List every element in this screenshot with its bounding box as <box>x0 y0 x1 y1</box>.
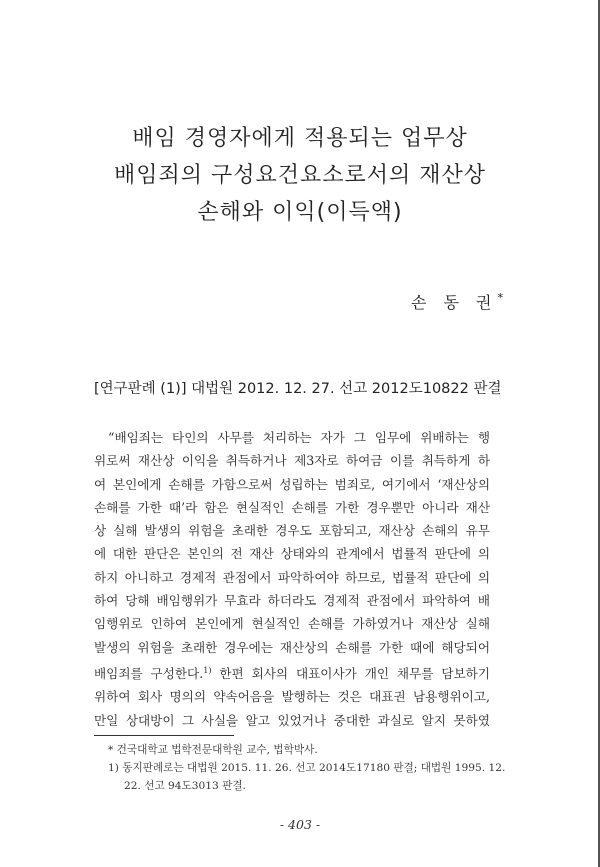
body-line: 만일 상대방이 그 사실을 알고 있었거나 중대한 과실로 알지 못하였 <box>94 712 490 728</box>
body-line: 상 실해 발생의 위험을 초래한 경우도 포함되고, 재산상 손해의 유무 <box>94 523 490 539</box>
page-number: - 403 - <box>279 817 321 832</box>
footnote-1-continued: 22. 선고 94도3013 판결. <box>124 780 246 792</box>
author-name: 손 동 권 <box>410 293 498 312</box>
case-reference: [연구판례 (1)] 대법원 2012. 12. 27. 선고 2012도10822 판결 <box>94 381 502 397</box>
body-line: 손해를 가한 때’라 함은 현실적인 손해를 가한 경우뿐만 아니라 재산 <box>94 499 490 515</box>
footnotes <box>94 741 506 795</box>
title-line-2: 배임죄의 구성요건요소로서의 재산상 <box>113 163 487 188</box>
body-paragraph <box>94 426 490 732</box>
body-line: “배임죄는 타인의 사무를 처리하는 자가 그 임무에 위배하는 행 <box>108 430 490 445</box>
footnote-ref-1[interactable]: 1) <box>203 665 212 675</box>
body-line: 하여 당해 배임행위가 무효라 하더라도 경제적 관점에서 파악하여 배 <box>94 593 490 609</box>
body-line: 발생의 위험을 초래한 경우에는 재산상의 손해를 가한 때에 해당되어 <box>94 639 490 655</box>
body-line-text: 배임죄를 구성한다. <box>94 666 204 682</box>
title-line-1: 배임 경영자에게 적용되는 업무상 <box>132 126 468 151</box>
footnote-1: 1) 동지판례로는 대법원 2015. 11. 26. 선고 2014도17180 판결; 대법원 1995. 12. <box>108 762 506 774</box>
body-line: 위로써 재산상 이익을 취득하거나 제3자로 하여금 이를 취득하게 하 <box>94 453 490 469</box>
author <box>411 290 503 313</box>
footnote-affiliation: * 건국대학교 법학전문대학원 교수, 법학박사. <box>108 744 318 756</box>
body-line: 임행위로 인하여 본인에게 현실적인 손해를 가하였거나 재산상 실해 <box>94 616 490 632</box>
author-footnote-marker: * <box>497 291 503 305</box>
body-line-text: 한편 회사의 대표이사가 개인 채무를 담보하기 <box>211 666 490 682</box>
body-line: 여 본인에게 손해를 가함으로써 성립하는 범죄로, 여기에서 ‘재산상의 <box>94 476 490 492</box>
title-line-3: 손해와 이익(이득액) <box>197 200 403 225</box>
footnote-divider <box>94 735 234 736</box>
paper-title <box>0 120 600 231</box>
body-line <box>94 659 490 685</box>
body-line: 에 대한 판단은 본인의 전 재산 상태와의 관계에서 법률적 판단에 의 <box>94 546 490 562</box>
body-line: 하지 아니하고 경제적 관점에서 파악하여야 하므로, 법률적 판단에 의 <box>94 569 490 585</box>
body-line: 위하여 회사 명의의 약속어음을 발행하는 것은 대표권 남용행위이고, <box>94 689 490 705</box>
